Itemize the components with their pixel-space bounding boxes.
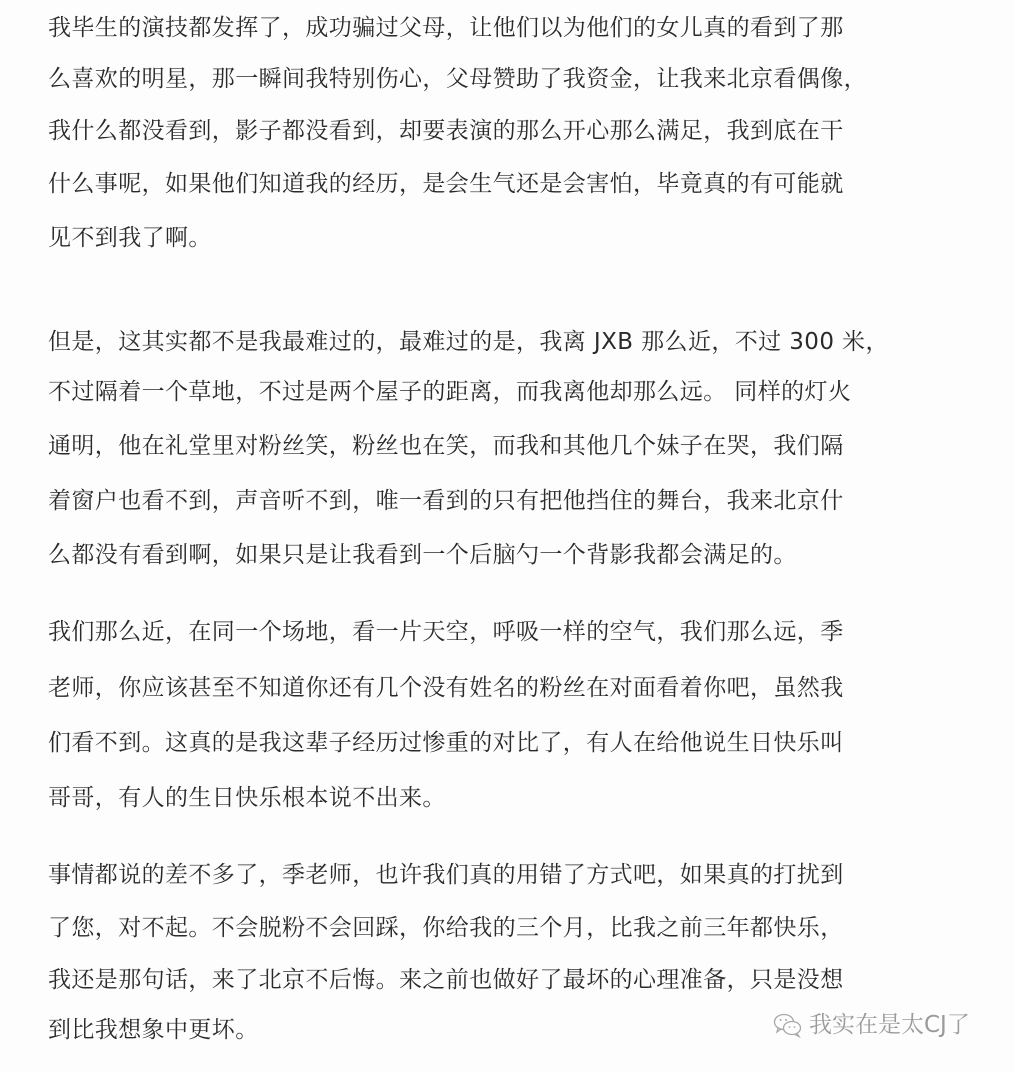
text-line: 不过隔着一个草地，不过是两个屋子的距离，而我离他却那么远。 同样的灯火 xyxy=(48,379,852,405)
text-line: 么喜欢的明星，那一瞬间我特别伤心，父母赞助了我资金，让我来北京看偶像， xyxy=(48,66,867,92)
text-line: 哥哥，有人的生日快乐根本说不出来。 xyxy=(48,785,446,811)
text-line: 么都没有看到啊，如果只是让我看到一个后脑勺一个背影我都会满足的。 xyxy=(48,542,797,568)
text-line: 了您，对不起。不会脱粉不会回踩，你给我的三个月，比我之前三年都快乐， xyxy=(48,915,844,941)
text-line: 我毕生的演技都发挥了，成功骗过父母，让他们以为他们的女儿真的看到了那 xyxy=(48,15,844,41)
text-line: 事情都说的差不多了，季老师，也许我们真的用错了方式吧，如果真的打扰到 xyxy=(48,862,844,888)
text-line: 通明，他在礼堂里对粉丝笑，粉丝也在笑，而我和其他几个妹子在哭，我们隔 xyxy=(48,433,844,459)
wechat-icon xyxy=(773,1012,803,1038)
text-line: 到比我想象中更坏。 xyxy=(48,1017,259,1043)
text-line: 但是，这其实都不是我最难过的，最难过的是，我离 JXB 那么近，不过 300 米， xyxy=(48,329,889,355)
text-line: 我什么都没看到，影子都没看到，却要表演的那么开心那么满足，我到底在干 xyxy=(48,118,844,144)
text-line: 老师，你应该甚至不知道你还有几个没有姓名的粉丝在对面看着你吧，虽然我 xyxy=(48,675,844,701)
watermark xyxy=(773,1010,970,1040)
text-line: 我还是那句话，来了北京不后悔。来之前也做好了最坏的心理准备，只是没想 xyxy=(48,967,844,993)
text-line: 们看不到。这真的是我这辈子经历过惨重的对比了，有人在给他说生日快乐叫 xyxy=(48,730,844,756)
text-line: 着窗户也看不到，声音听不到，唯一看到的只有把他挡住的舞台，我来北京什 xyxy=(48,488,844,514)
watermark-text: 我实在是太CJ了 xyxy=(809,1012,970,1038)
text-line: 我们那么近，在同一个场地，看一片天空，呼吸一样的空气，我们那么远，季 xyxy=(48,619,844,645)
text-line: 见不到我了啊。 xyxy=(48,225,212,251)
text-line: 什么事呢，如果他们知道我的经历，是会生气还是会害怕，毕竟真的有可能就 xyxy=(48,171,844,197)
